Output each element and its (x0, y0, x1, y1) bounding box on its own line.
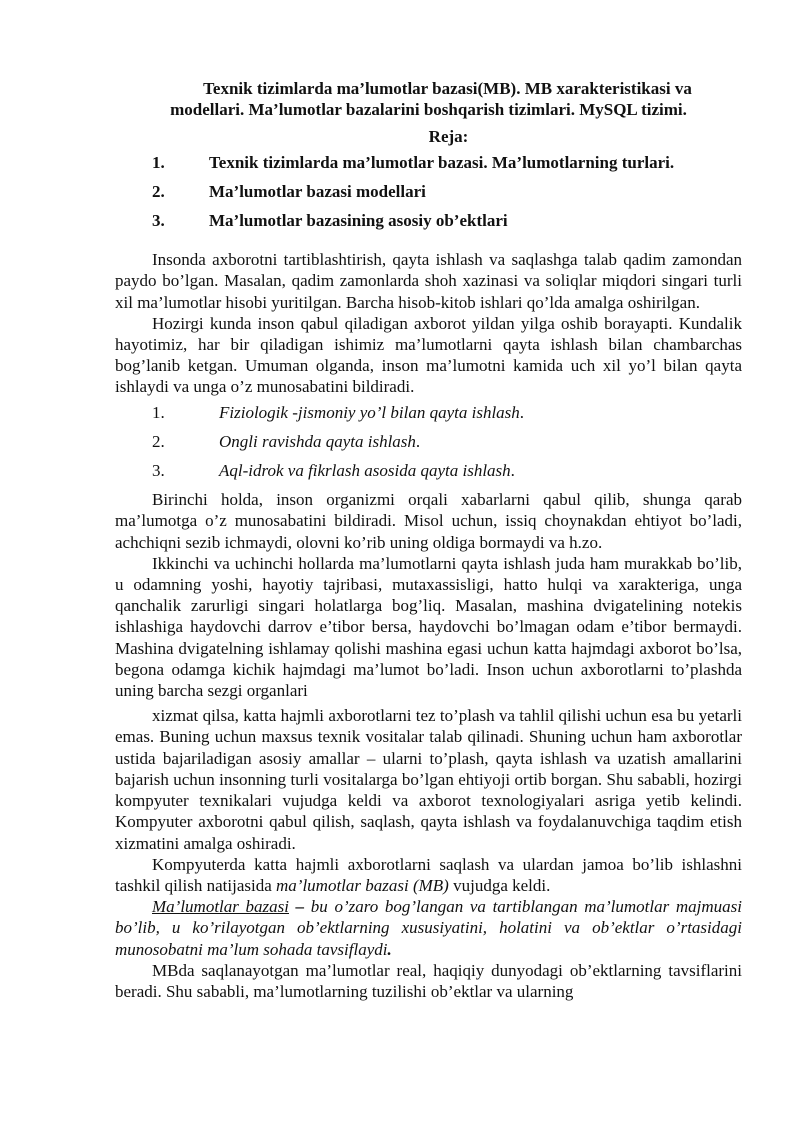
way-number: 1. (152, 402, 165, 422)
title-line-1: Texnik tizimlarda ma’lumotlar bazasi(MB). MB xarakteristikasi va (203, 79, 692, 98)
mb-origin-end: vujudga keldi. (448, 875, 551, 895)
paragraph-mb-origin (115, 854, 742, 896)
way-end: . (510, 461, 515, 481)
plan-item-text: Ma’lumotlar bazasining asosiy ob’ektlari (209, 211, 508, 231)
paragraph-continuation-text: xizmat qilsa, katta hajmli axborotlarni tez to’plash va tahlil qilishi uchun esa bu yetarli emas. Buning uchun maxsus texnik vositalar talab qilinadi. Shuning uchun ham axborotlar ustida bajariladigan asosiy amallar – ularni to’plash, qayta ishlash va uzatish amallarini bajarish uchun insonning turli vositalarga bo’lgan ehtiyoji ortib borgan. Shu sababli, hozirgi kompyuter texnikalari vujudga keldi va axborot texnologiyalari asriga yetib kelindi. Kompyuter axborotni qabul qilish, saqlash, qayta ishlash va foydalanuvchiga taqdim etish xizmatini amalga oshiradi. (115, 706, 742, 853)
plan-item-text: Texnik tizimlarda ma’lumotlar bazasi. Ma’lumotlarning turlari. (209, 152, 675, 172)
paragraph-first-case: Birinchi holda, inson organizmi orqali xabarlarni qabul qilib, shunga qarab ma’lumotga o’z munosabatini bildiradi. Misol uchun, issiq choynakdan ehtiyot bo’ladi, achchiqni sezib ichmaydi, olovni ko’rib uning oldiga bormaydi va h.zo. (115, 490, 742, 552)
way-text: Aql-idrok va fikrlash asosida qayta ishlash (219, 461, 511, 481)
paragraph-mb-data: MBda saqlanayotgan ma’lumotlar real, haqiqiy dunyodagi ob’ektlarning tavsiflarini beradi. Shu sababli, ma’lumotlarning tuzilishi ob’ektlar va ularning (115, 960, 742, 1001)
definition-text: bu o’zaro bog’langan va tartiblangan ma’lumotlar majmuasi bo’lib, u ko’rilayotgan ob’ektlarning xususiyatini, holatini va ob’ektlar o’rtasidagi munosobatni ma’lum sohada tavsiflaydi (115, 897, 742, 959)
way-number: 2. (152, 431, 165, 451)
way-item (115, 402, 742, 423)
way-number: 3. (152, 461, 165, 481)
way-item (115, 431, 742, 452)
definition-term: Ma’lumotlar bazasi (152, 897, 289, 917)
spacer (115, 239, 742, 249)
plan-item-number: 3. (152, 211, 165, 231)
paragraph-definition (115, 896, 742, 960)
plan-item (115, 152, 742, 173)
plan-heading: Reja: (428, 127, 469, 147)
mb-origin-term: ma’lumotlar bazasi (MB) (276, 875, 449, 895)
plan-item (115, 210, 742, 231)
plan-item-number: 1. (152, 152, 165, 172)
definition-dash: – (289, 897, 311, 917)
paragraph-intro: Insonda axborotni tartiblashtirish, qayta ishlash va saqlashga talab qadim zamondan paydo bo’lgan. Masalan, qadim zamonlarda shoh xazinasi va soliqlar miqdori singari turli xil ma’lumotlar hisobi yuritilgan. Barcha hisob-kitob ishlari qo’lda amalga oshirilgan. (115, 250, 742, 312)
mb-origin-text: Kompyuterda katta hajmli axborotlarni saqlash va ulardan jamoa bo’lib ishlashni tashkil qilish natijasida (115, 854, 742, 895)
plan-item-number: 2. (152, 181, 165, 201)
plan-list (115, 152, 742, 232)
way-end: . (519, 402, 525, 422)
document-title (115, 78, 742, 120)
way-text: Fiziologik -jismoniy yo’l bilan qayta ishlash (219, 402, 520, 422)
title-line-2: modellari. Ma’lumotlar bazalarini boshqarish tizimlari. MySQL tizimi. (170, 100, 687, 120)
plan-item-text: Ma’lumotlar bazasi modellari (209, 181, 426, 201)
definition-end: . (387, 939, 392, 959)
paragraph-second-third-case: Ikkinchi va uchinchi hollarda ma’lumotlarni qayta ishlash juda ham murakkab bo’lib, u odamning yoshi, hayotiy tajribasi, mutaxassisligi, hatto hulqi va xarakteriga, unga qanchalik zarurligi singari holatlarga bog’liq. Masalan, mashina dvigatelining notekis ishlashiga haydovchi darrov e’tibor bersa, haydovchi bo’lmagan odam e’tibor bermaydi. Mashina dvigatelning ishlamay qolishi mashina egasi uchun katta hajmdagi axborot bo’lsa, begona odamga kichik hajmdagi ma’lumot bo’ladi. Inson uchun axborotlarni to’plashda uning barcha sezgi organlari (115, 553, 742, 701)
plan-item (115, 181, 742, 202)
paragraph-continuation (115, 705, 742, 853)
way-item (115, 460, 742, 481)
paragraph-growth: Hozirgi kunda inson qabul qiladigan axborot yildan yilga oshib borayapti. Kundalik hayotimiz, har bir qiladigan ishimiz ma’lumotlarni qayta ishlash bilan chambarchas bog’lanib ketgan. Umuman olganda, inson ma’lumotni kamida uch xil yo’l bilan qayta ishlaydi va unga o’z munosabatini bildiradi. (115, 313, 742, 397)
way-text: Ongli ravishda qayta ishlash (219, 431, 416, 451)
way-end: . (415, 431, 421, 451)
